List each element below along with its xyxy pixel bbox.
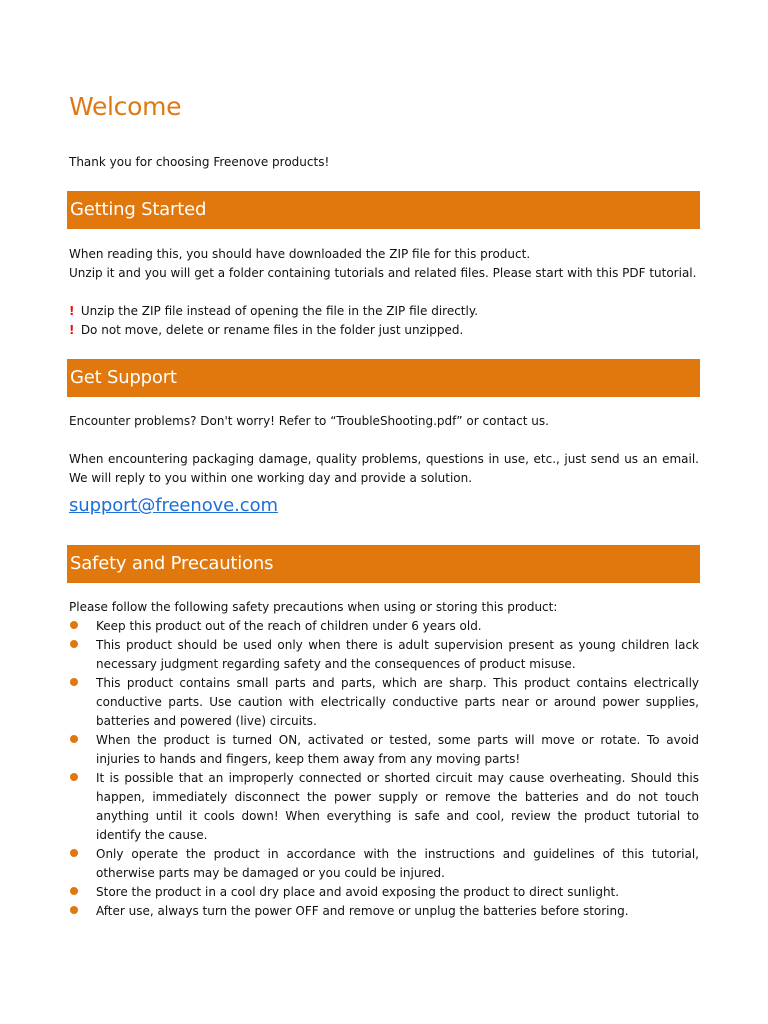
- list-item: [69, 731, 699, 769]
- support-email-link[interactable]: support@freenove.com: [69, 495, 278, 516]
- warning-mark: !: [69, 323, 75, 337]
- welcome-title: Welcome: [69, 92, 182, 121]
- bullet-icon: [70, 887, 78, 895]
- support-contact: [69, 450, 699, 488]
- safety-list: [69, 617, 699, 921]
- list-item-text: This product should be used only when there is adult supervision present as young children lack necessary judgment regarding safety and the consequences of product misuse.: [96, 638, 699, 671]
- safety-body: [69, 598, 699, 921]
- list-item-text: Keep this product out of the reach of children under 6 years old.: [96, 619, 482, 633]
- list-item: [69, 636, 699, 674]
- getting-started-line-1: When reading this, you should have downloaded the ZIP file for this product.: [69, 247, 531, 261]
- list-item: [69, 902, 699, 921]
- list-item: [69, 769, 699, 845]
- warning-text: Unzip the ZIP file instead of opening the file in the ZIP file directly.: [77, 304, 479, 318]
- bullet-icon: [70, 735, 78, 743]
- bullet-icon: [70, 678, 78, 686]
- warning-item: [69, 302, 699, 321]
- list-item-text: Only operate the product in accordance with the instructions and guidelines of this tutorial, otherwise parts may be damaged or you could be injured.: [96, 847, 699, 880]
- support-body: [69, 412, 699, 431]
- get-support-heading: Get Support: [67, 359, 700, 397]
- list-item-text: This product contains small parts and parts, which are sharp. This product contains electrically conductive parts. Use caution with electrically conductive parts near or around power supplies, batteries and powered (live) circuits.: [96, 676, 699, 728]
- bullet-icon: [70, 621, 78, 629]
- list-item-text: It is possible that an improperly connected or shorted circuit may cause overheating. Should this happen, immediately disconnect the power supply or remove the batteries and do not touch anything until it cools down! When everything is safe and cool, review the product tutorial to identify the cause.: [96, 771, 699, 842]
- list-item: [69, 883, 699, 902]
- bullet-icon: [70, 773, 78, 781]
- support-line-2: When encountering packaging damage, quality problems, questions in use, etc., just send us an email. We will reply to you within one working day and provide a solution.: [69, 452, 699, 485]
- getting-started-heading: Getting Started: [67, 191, 700, 229]
- list-item-text: Store the product in a cool dry place and avoid exposing the product to direct sunlight.: [96, 885, 620, 899]
- warning-item: [69, 321, 699, 340]
- list-item: [69, 674, 699, 731]
- support-line-1: Encounter problems? Don't worry! Refer to “TroubleShooting.pdf” or contact us.: [69, 414, 549, 428]
- bullet-icon: [70, 849, 78, 857]
- warning-mark: !: [69, 304, 75, 318]
- getting-started-body: [69, 245, 699, 283]
- safety-heading: Safety and Precautions: [67, 545, 700, 583]
- getting-started-line-2: Unzip it and you will get a folder containing tutorials and related files. Please start with this PDF tutorial.: [69, 266, 697, 280]
- getting-started-warnings: [69, 302, 699, 340]
- bullet-icon: [70, 640, 78, 648]
- list-item-text: After use, always turn the power OFF and remove or unplug the batteries before storing.: [96, 904, 629, 918]
- list-item-text: When the product is turned ON, activated or tested, some parts will move or rotate. To avoid injuries to hands and fingers, keep them away from any moving parts!: [96, 733, 699, 766]
- warning-text: Do not move, delete or rename files in the folder just unzipped.: [77, 323, 464, 337]
- thanks-text: Thank you for choosing Freenove products!: [69, 155, 330, 169]
- list-item: [69, 845, 699, 883]
- bullet-icon: [70, 906, 78, 914]
- list-item: [69, 617, 699, 636]
- safety-intro: Please follow the following safety precautions when using or storing this product:: [69, 600, 558, 614]
